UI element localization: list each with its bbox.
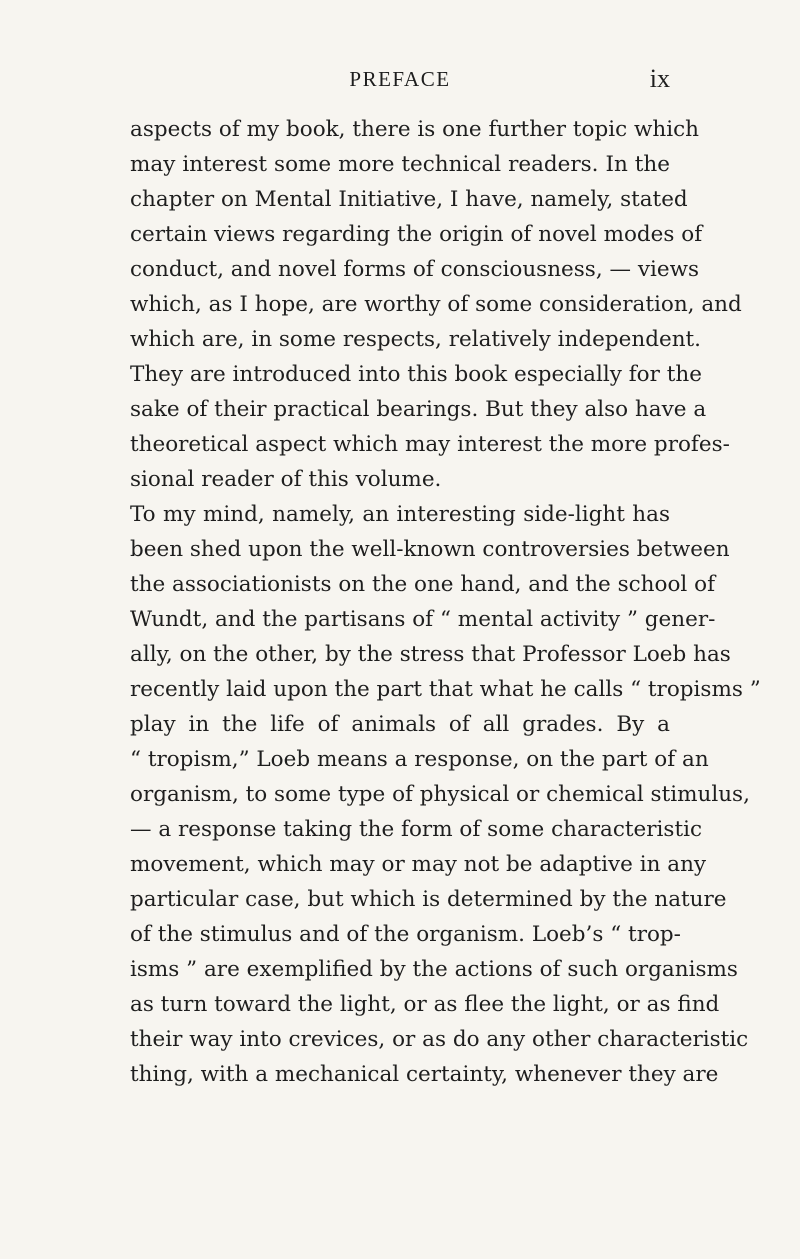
- text-line: thing, with a mechanical certainty, whenever they are: [130, 1062, 719, 1087]
- text-line: isms ” are exemplified by the actions of such organisms: [130, 957, 738, 982]
- text-line: which are, in some respects, relatively independent.: [130, 327, 702, 352]
- text-line: To my mind, namely, an interesting side-light has: [130, 502, 670, 527]
- text-line: sional reader of this volume.: [130, 467, 442, 492]
- text-line: play in the life of animals of all grades. By a: [130, 712, 670, 737]
- text-line: “ tropism,” Loeb means a response, on the part of an: [130, 747, 709, 772]
- text-line: — a response taking the form of some characteristic: [130, 817, 703, 842]
- text-line: may interest some more technical readers. In the: [130, 152, 670, 177]
- text-line: movement, which may or may not be adaptive in any: [130, 852, 707, 877]
- text-line: aspects of my book, there is one further topic which: [130, 117, 699, 142]
- text-line: Wundt, and the partisans of “ mental activity ” gener-: [130, 607, 716, 632]
- text-line: recently laid upon the part that what he calls “ tropisms ”: [130, 677, 761, 702]
- text-line: theoretical aspect which may interest the more profes-: [130, 432, 730, 457]
- page-number: ix: [649, 64, 670, 93]
- text-line: organism, to some type of physical or chemical stimulus,: [130, 782, 750, 807]
- text-line: the associationists on the one hand, and the school of: [130, 572, 716, 597]
- text-line: conduct, and novel forms of consciousness, — views: [130, 257, 700, 282]
- text-line: They are introduced into this book especially for the: [130, 362, 702, 387]
- text-line: which, as I hope, are worthy of some consideration, and: [130, 292, 742, 317]
- body-text: [130, 112, 761, 1092]
- text-line: been shed upon the well-known controversies between: [130, 537, 730, 562]
- text-line: of the stimulus and of the organism. Loeb’s “ trop-: [130, 922, 681, 947]
- text-line: sake of their practical bearings. But they also have a: [130, 397, 707, 422]
- text-line: particular case, but which is determined by the nature: [130, 887, 727, 912]
- running-title: PREFACE: [349, 67, 451, 91]
- running-head: [130, 62, 670, 96]
- text-line: their way into crevices, or as do any other characteristic: [130, 1027, 749, 1052]
- text-line: certain views regarding the origin of novel modes of: [130, 222, 703, 247]
- text-line: ally, on the other, by the stress that Professor Loeb has: [130, 642, 731, 667]
- text-line: chapter on Mental Initiative, I have, namely, stated: [130, 187, 688, 212]
- text-line: as turn toward the light, or as flee the light, or as find: [130, 992, 720, 1017]
